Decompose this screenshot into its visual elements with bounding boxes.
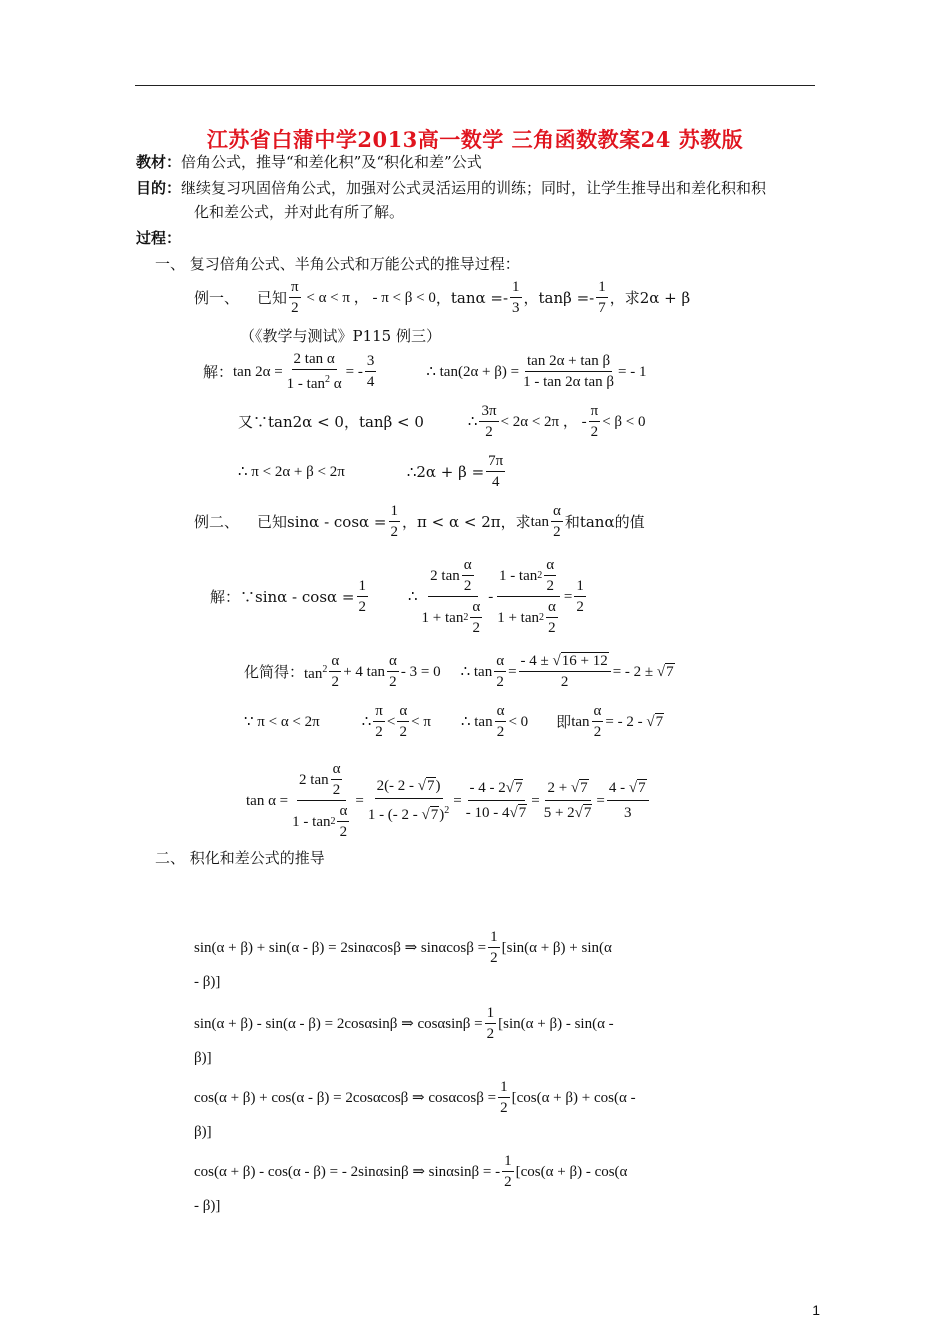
process-label: 过程： bbox=[136, 229, 182, 247]
formula1-tail: - β)] bbox=[194, 974, 221, 990]
header-rule bbox=[135, 85, 815, 86]
frac-sin-universal: 2 tan $\frac{\alpha}{2}$ 1 + tan 2 $\frac{\alpha}{2}$ bbox=[421, 557, 481, 636]
purpose-label: 目的： bbox=[136, 179, 182, 197]
formula2-tail: β)] bbox=[194, 1050, 212, 1066]
formula3-tail: β)] bbox=[194, 1124, 212, 1140]
frac-pi-over-2c: $\frac{\pi}{2}$ bbox=[375, 703, 383, 740]
purpose-text-2: 化和差公式，并对此有所了解。 bbox=[194, 203, 405, 221]
frac-step3: $\frac{2 + √7}{5 + 2√7}$ bbox=[542, 777, 595, 824]
frac-cos-universal: 1 - tan 2 $\frac{\alpha}{2}$ 1 + tan 2 $\frac{\alpha}{2}$ bbox=[495, 556, 562, 637]
formula3-left: cos(α + β) + cos(α - β) = 2cosαcosβ ⇒ cosαcosβ = bbox=[194, 1089, 497, 1106]
frac-half-4: $\frac{1}{2}$ bbox=[504, 1153, 512, 1190]
formula2-left: sin(α + β) - sin(α - β) = 2cosαsinβ ⇒ cosαsinβ = bbox=[194, 1015, 483, 1032]
formula4-left: cos(α + β) - cos(α - β) = - 2sinαsinβ ⇒ sinαsinβ = - bbox=[194, 1163, 501, 1180]
frac-3-over-4: $\frac{3}{4}$ bbox=[366, 353, 375, 390]
frac-alpha-over-2: $\frac{\alpha}{2}$ bbox=[552, 503, 561, 540]
section1-heading: 一、 复习倍角公式、半角公式和万能公式的推导过程： bbox=[155, 255, 520, 273]
formula1-right: [sin(α + β) + sin(α bbox=[501, 939, 612, 956]
example1-cond-tan-a: ，tanα =- bbox=[435, 288, 509, 307]
formula2-right: [sin(α + β) - sin(α - bbox=[498, 1015, 614, 1032]
example2-solution-line3: ∵ π < α < 2π ∴ $\frac{\pi}{2}$ < $\frac{\alpha}{2}$ < π ∴ tan $\frac{\alpha}{2}$ < 0 即 tan $\frac{\alpha}{2}$ = - 2 - √7 bbox=[244, 703, 664, 740]
frac-1-over-2b: $\frac{1}{2}$ bbox=[358, 578, 366, 615]
formula2-line bbox=[194, 1004, 614, 1043]
simplify-label: 化简得： bbox=[244, 662, 305, 681]
material-label: 教材： bbox=[136, 153, 182, 171]
example2-label: 例二、 bbox=[194, 512, 240, 531]
frac-step2: $\frac{- 4 - 2√7}{- 10 - 4√7}$ bbox=[464, 777, 529, 824]
frac-alpha-over-2c: $\frac{\alpha}{2}$ bbox=[389, 653, 397, 690]
solution-label: 解： bbox=[203, 362, 234, 381]
example2-solution-line1: 解：∵sinα - cosα = $\frac{1}{2}$ ∴ 2 tan $\frac{\alpha}{2}$ 1 + tan 2 $\frac{\alpha}{2}$ - 1 - tan 2 $\frac{\alpha}{2}$ 1 + tan 2 $\frac{\alpha}{2}$ = $\frac{1}{2}$ bbox=[210, 557, 584, 636]
formula4-tail: - β)] bbox=[194, 1198, 221, 1214]
frac-step4: $\frac{4 - √7}{3}$ bbox=[607, 777, 649, 824]
example1-cond-tan-b: ，tanβ =- bbox=[523, 288, 595, 307]
frac-half-1: $\frac{1}{2}$ bbox=[490, 929, 498, 966]
example2-ask-tail: 和tanα的值 bbox=[564, 512, 645, 531]
frac-alpha-over-2e: $\frac{\alpha}{2}$ bbox=[399, 703, 408, 740]
frac-3pi-over-2: $\frac{3\pi}{2}$ bbox=[481, 403, 497, 440]
example2-solution-line2: 化简得： $\tan^2$ $\frac{\alpha}{2}$ + 4 tan $\frac{\alpha}{2}$ - 3 = 0 ∴ tan $\frac{\alpha}{2}$ = $\frac{- 4 \pm √16 + 12}{2}$ = - 2 ± √7 bbox=[244, 653, 674, 690]
frac-half-2: $\frac{1}{2}$ bbox=[486, 1005, 495, 1042]
purpose-line bbox=[136, 178, 766, 198]
frac-tan2a: $\frac{\text{2 tan α}}{1 - \tan^2 \alpha}$ bbox=[286, 351, 342, 392]
example2-solution-line4: tan α = 2 tan $\frac{\alpha}{2}$ 1 - tan 2 $\frac{\alpha}{2}$ = $\frac{2(- 2 - √7)}{1 - (- 2 - √7)^2}$ = $\frac{- 4 - 2√7}{- 10 - 4√7}$ = $\frac{2 + √7}{5 + 2√7}$ = $\frac{4 - √7}{3}$ bbox=[246, 760, 651, 841]
frac-pi-over-2b: $\frac{\pi}{2}$ bbox=[590, 403, 599, 440]
frac-alpha-over-2d: $\frac{\alpha}{2}$ bbox=[496, 653, 505, 690]
material-text: 倍角公式，推导“和差化积”及“积化和差”公式 bbox=[181, 153, 482, 171]
frac-1-over-2: $\frac{1}{2}$ bbox=[390, 503, 399, 540]
frac-half-3: $\frac{1}{2}$ bbox=[500, 1079, 508, 1116]
frac-pi-over-2: $\frac{\pi}{2}$ bbox=[291, 279, 299, 316]
ji-label: 即 bbox=[556, 712, 572, 731]
example2-statement: 例二、 已知sinα - cosα = $\frac{1}{2}$ ，π < α < 2π，求 tan $\frac{\alpha}{2}$ 和tanα的值 bbox=[194, 503, 645, 540]
example1-ask: ，求2α + β bbox=[609, 288, 691, 307]
example2-solution-label: 解：∵sinα - cosα = bbox=[210, 587, 355, 606]
purpose-text-1: 继续复习巩固倍角公式，加强对公式灵活运用的训练；同时，让学生推导出和差化积和积 bbox=[181, 179, 767, 197]
formula1-left: sin(α + β) + sin(α - β) = 2sinαcosβ ⇒ sinαcosβ = bbox=[194, 939, 487, 956]
example2-known: 已知sinα - cosα = bbox=[257, 512, 387, 531]
frac-alpha-over-2b: $\frac{\alpha}{2}$ bbox=[331, 653, 340, 690]
frac-1-over-3: $\frac{1}{3}$ bbox=[512, 279, 520, 316]
example2-range: ，π < α < 2π，求 bbox=[402, 512, 531, 531]
section2-heading: 二、 积化和差公式的推导 bbox=[155, 849, 325, 867]
frac-quadratic-root: $\frac{- 4 \pm √16 + 12}{2}$ bbox=[519, 652, 611, 691]
frac-alpha-over-2f: $\frac{\alpha}{2}$ bbox=[496, 703, 505, 740]
example1-label: 例一、 bbox=[194, 288, 240, 307]
formula3-line bbox=[194, 1078, 636, 1117]
frac-step1: $\frac{2(- 2 - √7)}{1 - (- 2 - √7)^2}$ bbox=[366, 775, 451, 826]
frac-7pi-over-4: $\frac{7\pi}{4}$ bbox=[488, 453, 504, 490]
example1-result: ∴2α + β = bbox=[406, 462, 485, 481]
example1-statement: 例一、 已知 $\frac{\pi}{2}$ < α < π ， - π < β < 0 ，tanα =- $\frac{1}{3}$ ，tanβ =- $\frac{1}{7}$ ，求2α + β bbox=[194, 279, 691, 316]
frac-tan-alpha-universal: 2 tan $\frac{\alpha}{2}$ 1 - tan 2 $\frac{\alpha}{2}$ bbox=[292, 761, 348, 840]
example1-known: 已知 bbox=[257, 288, 288, 307]
frac-alpha-over-2g: $\frac{\alpha}{2}$ bbox=[593, 703, 602, 740]
page-title: 江苏省白蒲中学2013高一数学 三角函数教案24 苏教版 bbox=[206, 127, 744, 152]
example1-solution-line3: ∴ π < 2α + β < 2π ∴2α + β = $\frac{7\pi}{4}$ bbox=[238, 453, 504, 490]
page-number: 1 bbox=[812, 1302, 820, 1318]
material-line bbox=[136, 152, 482, 172]
example1-solution-line2: 又∵tan2α < 0，tanβ < 0 ∴ $\frac{3\pi}{2}$ < 2α < 2π ， - $\frac{\pi}{2}$ < β < 0 bbox=[238, 403, 646, 440]
frac-1-over-2c: $\frac{1}{2}$ bbox=[576, 578, 584, 615]
example1-solution-line1: 解： tan 2α = $\frac{\text{2 tan α}}{1 - \tan^2 \alpha}$ = - $\frac{3}{4}$ ∴ tan(2α + β) = $\frac{\text{tan 2α + tan β}}{\text{1 - tan 2α tan β}}$ = - 1 bbox=[203, 351, 647, 392]
formula1-line bbox=[194, 928, 612, 967]
frac-tan-sum: $\frac{\text{tan 2α + tan β}}{\text{1 - tan 2α tan β}}$ bbox=[523, 353, 614, 390]
formula3-right: [cos(α + β) + cos(α - bbox=[511, 1089, 636, 1106]
example1-reference: （《教学与测试》P115 例三） bbox=[240, 327, 441, 345]
example1-you: 又∵tan2α < 0，tanβ < 0 bbox=[238, 412, 424, 431]
formula4-line bbox=[194, 1152, 627, 1191]
formula4-right: [cos(α + β) - cos(α bbox=[515, 1163, 628, 1180]
frac-1-over-7: $\frac{1}{7}$ bbox=[598, 279, 606, 316]
